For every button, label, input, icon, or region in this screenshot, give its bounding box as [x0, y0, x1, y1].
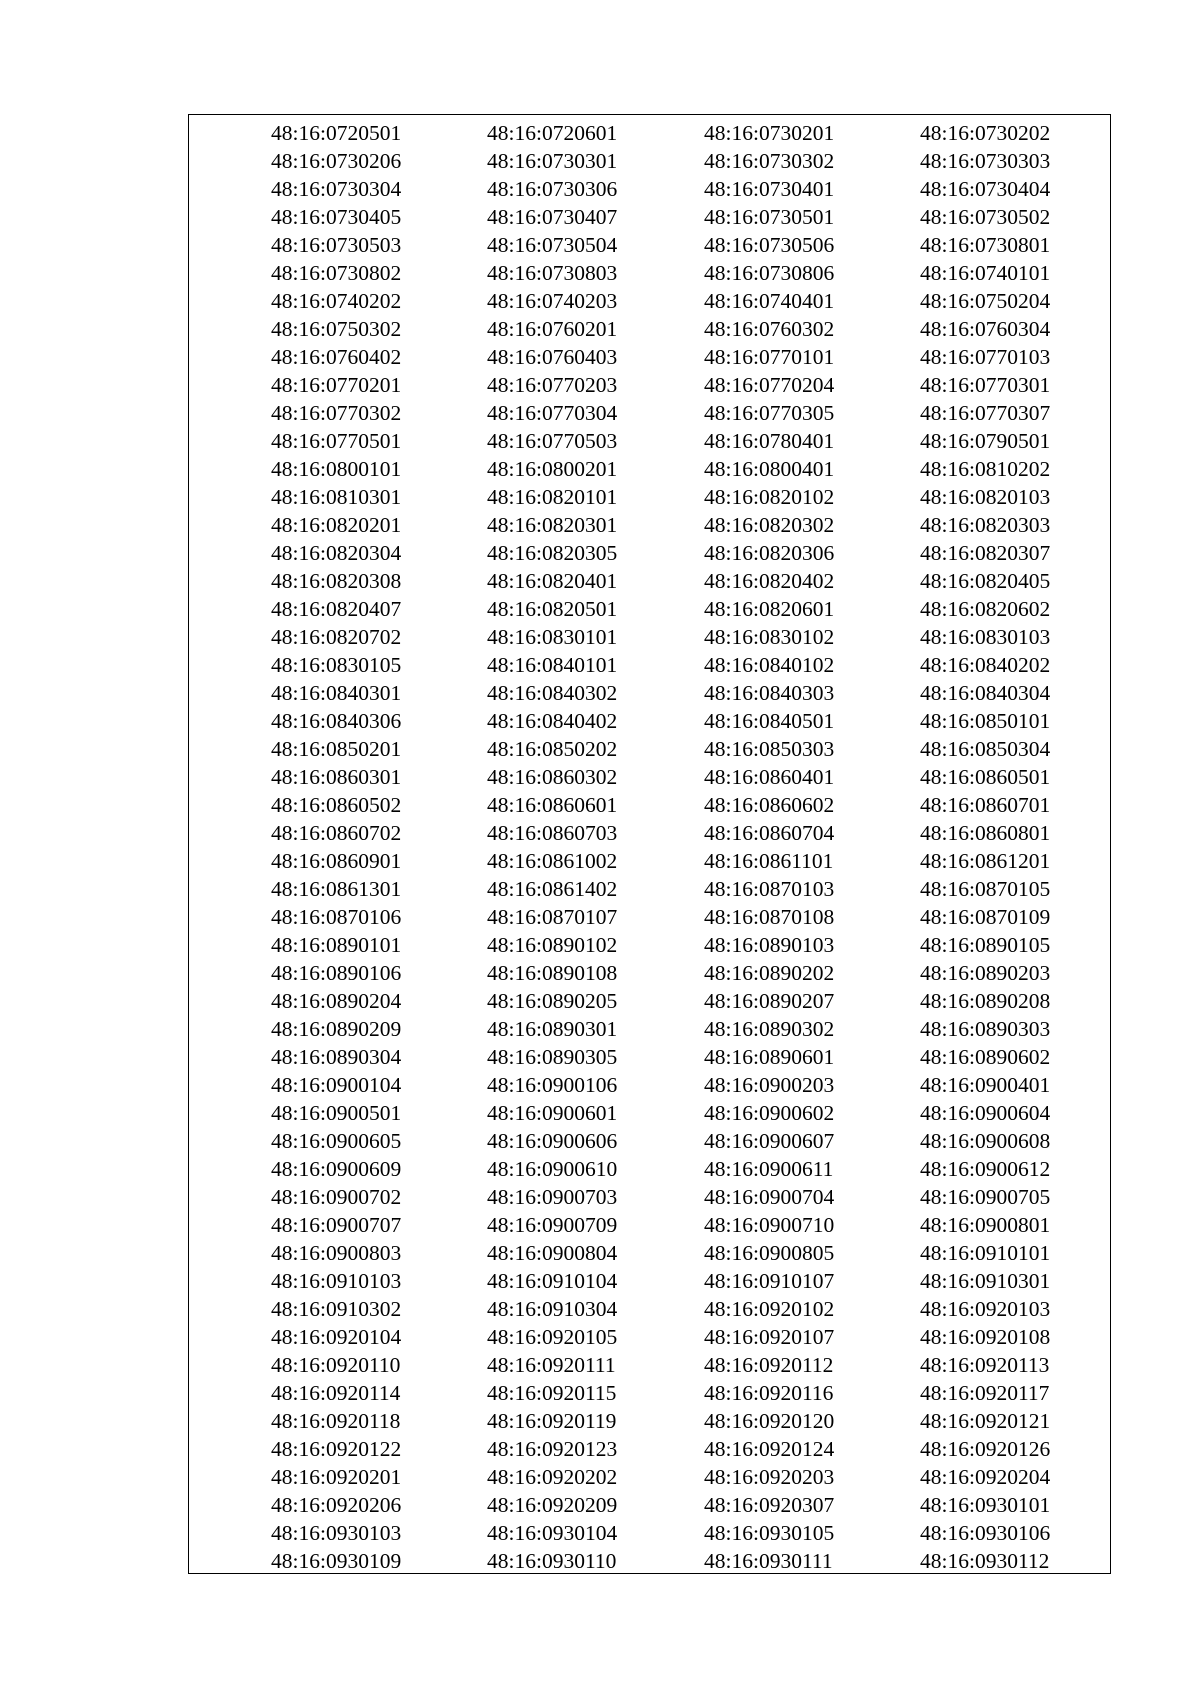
cadastral-number-cell: 48:16:0730504 [487, 233, 618, 257]
cadastral-number-cell: 48:16:0920110 [271, 1353, 401, 1377]
cadastral-number-cell: 48:16:0920201 [271, 1465, 402, 1489]
table-row [189, 1407, 1110, 1435]
table-row [189, 399, 1110, 427]
cadastral-number-cell: 48:16:0870106 [271, 905, 402, 929]
cadastral-number-cell: 48:16:0910302 [271, 1297, 402, 1321]
table-row [189, 1071, 1110, 1099]
cadastral-number-cell: 48:16:0740401 [704, 289, 835, 313]
cadastral-number-cell: 48:16:0820302 [704, 513, 835, 537]
cadastral-number-cell: 48:16:0820601 [704, 597, 835, 621]
cadastral-number-cell: 48:16:0930112 [920, 1549, 1050, 1573]
cadastral-number-cell: 48:16:0820702 [271, 625, 402, 649]
cadastral-number-cell: 48:16:0870107 [487, 905, 618, 929]
cadastral-number-cell: 48:16:0820308 [271, 569, 402, 593]
cadastral-number-cell: 48:16:0930105 [704, 1521, 835, 1545]
cadastral-number-cell: 48:16:0770204 [704, 373, 835, 397]
cadastral-number-cell: 48:16:0810301 [271, 485, 402, 509]
cadastral-number-cell: 48:16:0760201 [487, 317, 618, 341]
cadastral-number-cell: 48:16:0730303 [920, 149, 1051, 173]
cadastral-number-cell: 48:16:0930110 [487, 1549, 617, 1573]
cadastral-number-cell: 48:16:0900601 [487, 1101, 618, 1125]
cadastral-number-cell: 48:16:0760402 [271, 345, 402, 369]
table-row [189, 539, 1110, 567]
table-row [189, 315, 1110, 343]
table-row [189, 483, 1110, 511]
table-row [189, 875, 1110, 903]
cadastral-number-cell: 48:16:0900801 [920, 1213, 1051, 1237]
cadastral-number-cell: 48:16:0730401 [704, 177, 835, 201]
cadastral-number-cell: 48:16:0920115 [487, 1381, 617, 1405]
cadastral-number-cell: 48:16:0930109 [271, 1549, 402, 1573]
cadastral-number-cell: 48:16:0890301 [487, 1017, 618, 1041]
cadastral-number-cell: 48:16:0850101 [920, 709, 1051, 733]
cadastral-number-cell: 48:16:0770305 [704, 401, 835, 425]
cadastral-number-cell: 48:16:0900602 [704, 1101, 835, 1125]
cadastral-number-cell: 48:16:0920119 [487, 1409, 617, 1433]
cadastral-number-cell: 48:16:0760302 [704, 317, 835, 341]
cadastral-number-cell: 48:16:0860301 [271, 765, 402, 789]
cadastral-number-cell: 48:16:0840306 [271, 709, 402, 733]
cadastral-number-cell: 48:16:0900612 [920, 1157, 1051, 1181]
table-row [189, 147, 1110, 175]
cadastral-number-table [188, 114, 1111, 1574]
cadastral-number-cell: 48:16:0900611 [704, 1157, 834, 1181]
cadastral-number-cell: 48:16:0900709 [487, 1213, 618, 1237]
table-row [189, 679, 1110, 707]
cadastral-number-cell: 48:16:0860401 [704, 765, 835, 789]
cadastral-number-cell: 48:16:0820103 [920, 485, 1051, 509]
cadastral-number-cell: 48:16:0910301 [920, 1269, 1051, 1293]
table-row [189, 1435, 1110, 1463]
cadastral-number-cell: 48:16:0820102 [704, 485, 835, 509]
cadastral-number-cell: 48:16:0730202 [920, 121, 1051, 145]
table-row [189, 231, 1110, 259]
cadastral-number-cell: 48:16:0861301 [271, 877, 402, 901]
cadastral-number-cell: 48:16:0910101 [920, 1241, 1051, 1265]
cadastral-number-cell: 48:16:0840501 [704, 709, 835, 733]
cadastral-number-cell: 48:16:0850201 [271, 737, 402, 761]
cadastral-number-cell: 48:16:0890205 [487, 989, 618, 1013]
cadastral-number-cell: 48:16:0730802 [271, 261, 402, 285]
cadastral-number-cell: 48:16:0920122 [271, 1437, 402, 1461]
cadastral-number-cell: 48:16:0720601 [487, 121, 618, 145]
cadastral-number-cell: 48:16:0770307 [920, 401, 1051, 425]
cadastral-number-cell: 48:16:0890108 [487, 961, 618, 985]
table-row [189, 595, 1110, 623]
cadastral-number-cell: 48:16:0930101 [920, 1493, 1051, 1517]
cadastral-number-cell: 48:16:0820306 [704, 541, 835, 565]
cadastral-number-cell: 48:16:0770503 [487, 429, 618, 453]
cadastral-number-cell: 48:16:0920102 [704, 1297, 835, 1321]
cadastral-number-cell: 48:16:0920107 [704, 1325, 835, 1349]
table-row [189, 1519, 1110, 1547]
table-row [189, 1127, 1110, 1155]
cadastral-number-cell: 48:16:0860703 [487, 821, 618, 845]
cadastral-number-cell: 48:16:0920117 [920, 1381, 1050, 1405]
cadastral-number-cell: 48:16:0860502 [271, 793, 402, 817]
cadastral-number-cell: 48:16:0730407 [487, 205, 618, 229]
cadastral-number-cell: 48:16:0890103 [704, 933, 835, 957]
cadastral-number-cell: 48:16:0900607 [704, 1129, 835, 1153]
cadastral-number-cell: 48:16:0730502 [920, 205, 1051, 229]
table-row [189, 987, 1110, 1015]
cadastral-number-cell: 48:16:0820303 [920, 513, 1051, 537]
table-row [189, 287, 1110, 315]
table-row [189, 1043, 1110, 1071]
cadastral-number-cell: 48:16:0890602 [920, 1045, 1051, 1069]
cadastral-number-cell: 48:16:0820402 [704, 569, 835, 593]
cadastral-number-cell: 48:16:0900203 [704, 1073, 835, 1097]
table-row [189, 1267, 1110, 1295]
cadastral-number-cell: 48:16:0760304 [920, 317, 1051, 341]
cadastral-number-cell: 48:16:0920209 [487, 1493, 618, 1517]
cadastral-number-cell: 48:16:0900608 [920, 1129, 1051, 1153]
cadastral-number-cell: 48:16:0900703 [487, 1185, 618, 1209]
cadastral-number-cell: 48:16:0790501 [920, 429, 1051, 453]
cadastral-number-cell: 48:16:0800401 [704, 457, 835, 481]
cadastral-number-cell: 48:16:0900605 [271, 1129, 402, 1153]
cadastral-number-cell: 48:16:0920108 [920, 1325, 1051, 1349]
cadastral-number-cell: 48:16:0900104 [271, 1073, 402, 1097]
cadastral-number-cell: 48:16:0730201 [704, 121, 835, 145]
cadastral-number-cell: 48:16:0820101 [487, 485, 618, 509]
cadastral-number-cell: 48:16:0890101 [271, 933, 402, 957]
cadastral-number-cell: 48:16:0770201 [271, 373, 402, 397]
cadastral-number-cell: 48:16:0720501 [271, 121, 402, 145]
cadastral-number-cell: 48:16:0900804 [487, 1241, 618, 1265]
cadastral-number-cell: 48:16:0890601 [704, 1045, 835, 1069]
cadastral-number-cell: 48:16:0861101 [704, 849, 834, 873]
table-row [189, 427, 1110, 455]
cadastral-number-cell: 48:16:0770501 [271, 429, 402, 453]
cadastral-number-cell: 48:16:0730306 [487, 177, 618, 201]
cadastral-number-cell: 48:16:0900606 [487, 1129, 618, 1153]
cadastral-number-cell: 48:16:0730405 [271, 205, 402, 229]
cadastral-number-cell: 48:16:0740101 [920, 261, 1051, 285]
table-row [189, 791, 1110, 819]
cadastral-number-cell: 48:16:0900609 [271, 1157, 402, 1181]
cadastral-number-cell: 48:16:0890204 [271, 989, 402, 1013]
cadastral-number-cell: 48:16:0820602 [920, 597, 1051, 621]
table-row [189, 1099, 1110, 1127]
cadastral-number-cell: 48:16:0900610 [487, 1157, 618, 1181]
cadastral-number-cell: 48:16:0860302 [487, 765, 618, 789]
cadastral-number-cell: 48:16:0830102 [704, 625, 835, 649]
cadastral-number-cell: 48:16:0860501 [920, 765, 1051, 789]
cadastral-number-cell: 48:16:0920123 [487, 1437, 618, 1461]
cadastral-number-cell: 48:16:0770203 [487, 373, 618, 397]
cadastral-number-cell: 48:16:0800201 [487, 457, 618, 481]
cadastral-number-cell: 48:16:0900704 [704, 1185, 835, 1209]
cadastral-number-cell: 48:16:0920118 [271, 1409, 401, 1433]
cadastral-number-cell: 48:16:0870103 [704, 877, 835, 901]
cadastral-number-cell: 48:16:0920204 [920, 1465, 1051, 1489]
cadastral-number-cell: 48:16:0840303 [704, 681, 835, 705]
cadastral-number-cell: 48:16:0890208 [920, 989, 1051, 1013]
cadastral-number-cell: 48:16:0861002 [487, 849, 618, 873]
table-row [189, 1015, 1110, 1043]
table-row [189, 1379, 1110, 1407]
cadastral-number-cell: 48:16:0840304 [920, 681, 1051, 705]
cadastral-number-cell: 48:16:0890202 [704, 961, 835, 985]
table-row [189, 1491, 1110, 1519]
table-row [189, 1463, 1110, 1491]
table-row [189, 567, 1110, 595]
table-row [189, 847, 1110, 875]
cadastral-number-cell: 48:16:0890203 [920, 961, 1051, 985]
cadastral-number-cell: 48:16:0930111 [704, 1549, 833, 1573]
cadastral-number-cell: 48:16:0900705 [920, 1185, 1051, 1209]
cadastral-number-cell: 48:16:0861201 [920, 849, 1051, 873]
cadastral-number-cell: 48:16:0820305 [487, 541, 618, 565]
cadastral-number-cell: 48:16:0820201 [271, 513, 402, 537]
cadastral-number-cell: 48:16:0840101 [487, 653, 618, 677]
table-row [189, 903, 1110, 931]
cadastral-number-cell: 48:16:0920206 [271, 1493, 402, 1517]
table-row [189, 371, 1110, 399]
cadastral-number-cell: 48:16:0860602 [704, 793, 835, 817]
table-row [189, 959, 1110, 987]
cadastral-number-cell: 48:16:0730501 [704, 205, 835, 229]
table-row [189, 511, 1110, 539]
table-row [189, 623, 1110, 651]
cadastral-number-cell: 48:16:0920116 [704, 1381, 834, 1405]
cadastral-number-cell: 48:16:0900805 [704, 1241, 835, 1265]
cadastral-number-cell: 48:16:0830103 [920, 625, 1051, 649]
cadastral-number-cell: 48:16:0850202 [487, 737, 618, 761]
cadastral-number-cell: 48:16:0890209 [271, 1017, 402, 1041]
cadastral-number-cell: 48:16:0730206 [271, 149, 402, 173]
cadastral-number-cell: 48:16:0730806 [704, 261, 835, 285]
cadastral-number-cell: 48:16:0770301 [920, 373, 1051, 397]
cadastral-number-cell: 48:16:0820304 [271, 541, 402, 565]
cadastral-number-cell: 48:16:0840102 [704, 653, 835, 677]
cadastral-number-cell: 48:16:0920202 [487, 1465, 618, 1489]
cadastral-number-grid [189, 119, 1110, 1575]
cadastral-number-cell: 48:16:0930104 [487, 1521, 618, 1545]
cadastral-number-cell: 48:16:0730301 [487, 149, 618, 173]
cadastral-number-cell: 48:16:0910107 [704, 1269, 835, 1293]
cadastral-number-cell: 48:16:0800101 [271, 457, 402, 481]
cadastral-number-cell: 48:16:0770304 [487, 401, 618, 425]
cadastral-number-cell: 48:16:0890106 [271, 961, 402, 985]
cadastral-number-cell: 48:16:0900501 [271, 1101, 402, 1125]
cadastral-number-cell: 48:16:0830105 [271, 653, 402, 677]
cadastral-number-cell: 48:16:0900702 [271, 1185, 402, 1209]
table-row [189, 1211, 1110, 1239]
table-row [189, 735, 1110, 763]
cadastral-number-cell: 48:16:0820301 [487, 513, 618, 537]
cadastral-number-cell: 48:16:0730304 [271, 177, 402, 201]
cadastral-number-cell: 48:16:0890102 [487, 933, 618, 957]
cadastral-number-cell: 48:16:0860704 [704, 821, 835, 845]
cadastral-number-cell: 48:16:0920121 [920, 1409, 1051, 1433]
table-row [189, 1155, 1110, 1183]
cadastral-number-cell: 48:16:0890207 [704, 989, 835, 1013]
cadastral-number-cell: 48:16:0850304 [920, 737, 1051, 761]
table-row [189, 1295, 1110, 1323]
cadastral-number-cell: 48:16:0920114 [271, 1381, 401, 1405]
table-row [189, 1183, 1110, 1211]
table-row [189, 203, 1110, 231]
cadastral-number-cell: 48:16:0840402 [487, 709, 618, 733]
cadastral-number-cell: 48:16:0730302 [704, 149, 835, 173]
table-row [189, 343, 1110, 371]
cadastral-number-cell: 48:16:0870105 [920, 877, 1051, 901]
table-row [189, 651, 1110, 679]
cadastral-number-cell: 48:16:0850303 [704, 737, 835, 761]
cadastral-number-cell: 48:16:0730803 [487, 261, 618, 285]
cadastral-number-cell: 48:16:0920124 [704, 1437, 835, 1461]
cadastral-number-cell: 48:16:0890302 [704, 1017, 835, 1041]
table-row [189, 707, 1110, 735]
cadastral-number-cell: 48:16:0890105 [920, 933, 1051, 957]
cadastral-number-cell: 48:16:0920105 [487, 1325, 618, 1349]
cadastral-number-cell: 48:16:0840302 [487, 681, 618, 705]
cadastral-number-cell: 48:16:0910103 [271, 1269, 402, 1293]
cadastral-number-cell: 48:16:0920103 [920, 1297, 1051, 1321]
cadastral-number-cell: 48:16:0860601 [487, 793, 618, 817]
cadastral-number-cell: 48:16:0770101 [704, 345, 835, 369]
table-row [189, 119, 1110, 147]
cadastral-number-cell: 48:16:0890305 [487, 1045, 618, 1069]
cadastral-number-cell: 48:16:0820407 [271, 597, 402, 621]
cadastral-number-cell: 48:16:0820401 [487, 569, 618, 593]
cadastral-number-cell: 48:16:0930103 [271, 1521, 402, 1545]
cadastral-number-cell: 48:16:0840301 [271, 681, 402, 705]
table-row [189, 455, 1110, 483]
cadastral-number-cell: 48:16:0860801 [920, 821, 1051, 845]
cadastral-number-cell: 48:16:0860901 [271, 849, 402, 873]
table-row [189, 819, 1110, 847]
cadastral-number-cell: 48:16:0920113 [920, 1353, 1050, 1377]
table-row [189, 763, 1110, 791]
cadastral-number-cell: 48:16:0780401 [704, 429, 835, 453]
cadastral-number-cell: 48:16:0730801 [920, 233, 1051, 257]
cadastral-number-cell: 48:16:0900707 [271, 1213, 402, 1237]
cadastral-number-cell: 48:16:0820405 [920, 569, 1051, 593]
cadastral-number-cell: 48:16:0770103 [920, 345, 1051, 369]
table-row [189, 1547, 1110, 1575]
table-row [189, 1239, 1110, 1267]
cadastral-number-cell: 48:16:0920120 [704, 1409, 835, 1433]
cadastral-number-cell: 48:16:0760403 [487, 345, 618, 369]
cadastral-number-cell: 48:16:0910304 [487, 1297, 618, 1321]
cadastral-number-cell: 48:16:0860701 [920, 793, 1051, 817]
cadastral-number-cell: 48:16:0920111 [487, 1353, 616, 1377]
cadastral-number-cell: 48:16:0810202 [920, 457, 1051, 481]
cadastral-number-cell: 48:16:0920126 [920, 1437, 1051, 1461]
cadastral-number-cell: 48:16:0740202 [271, 289, 402, 313]
cadastral-number-cell: 48:16:0900106 [487, 1073, 618, 1097]
cadastral-number-cell: 48:16:0920104 [271, 1325, 402, 1349]
cadastral-number-cell: 48:16:0830101 [487, 625, 618, 649]
table-row [189, 175, 1110, 203]
cadastral-number-cell: 48:16:0740203 [487, 289, 618, 313]
cadastral-number-cell: 48:16:0890303 [920, 1017, 1051, 1041]
cadastral-number-cell: 48:16:0750302 [271, 317, 402, 341]
table-row [189, 931, 1110, 959]
cadastral-number-cell: 48:16:0730404 [920, 177, 1051, 201]
cadastral-number-cell: 48:16:0900401 [920, 1073, 1051, 1097]
table-row [189, 259, 1110, 287]
cadastral-number-cell: 48:16:0890304 [271, 1045, 402, 1069]
cadastral-number-cell: 48:16:0920203 [704, 1465, 835, 1489]
cadastral-number-cell: 48:16:0900803 [271, 1241, 402, 1265]
cadastral-number-cell: 48:16:0900710 [704, 1213, 835, 1237]
cadastral-number-cell: 48:16:0930106 [920, 1521, 1051, 1545]
cadastral-number-cell: 48:16:0860702 [271, 821, 402, 845]
cadastral-number-cell: 48:16:0820501 [487, 597, 618, 621]
cadastral-number-cell: 48:16:0750204 [920, 289, 1051, 313]
cadastral-number-cell: 48:16:0900604 [920, 1101, 1051, 1125]
cadastral-number-cell: 48:16:0870108 [704, 905, 835, 929]
cadastral-number-cell: 48:16:0920307 [704, 1493, 835, 1517]
cadastral-number-cell: 48:16:0770302 [271, 401, 402, 425]
table-row [189, 1351, 1110, 1379]
cadastral-number-cell: 48:16:0730506 [704, 233, 835, 257]
cadastral-number-cell: 48:16:0861402 [487, 877, 618, 901]
table-row [189, 1323, 1110, 1351]
cadastral-number-cell: 48:16:0730503 [271, 233, 402, 257]
cadastral-number-cell: 48:16:0870109 [920, 905, 1051, 929]
cadastral-number-cell: 48:16:0910104 [487, 1269, 618, 1293]
cadastral-number-cell: 48:16:0840202 [920, 653, 1051, 677]
cadastral-number-cell: 48:16:0920112 [704, 1353, 834, 1377]
cadastral-number-cell: 48:16:0820307 [920, 541, 1051, 565]
